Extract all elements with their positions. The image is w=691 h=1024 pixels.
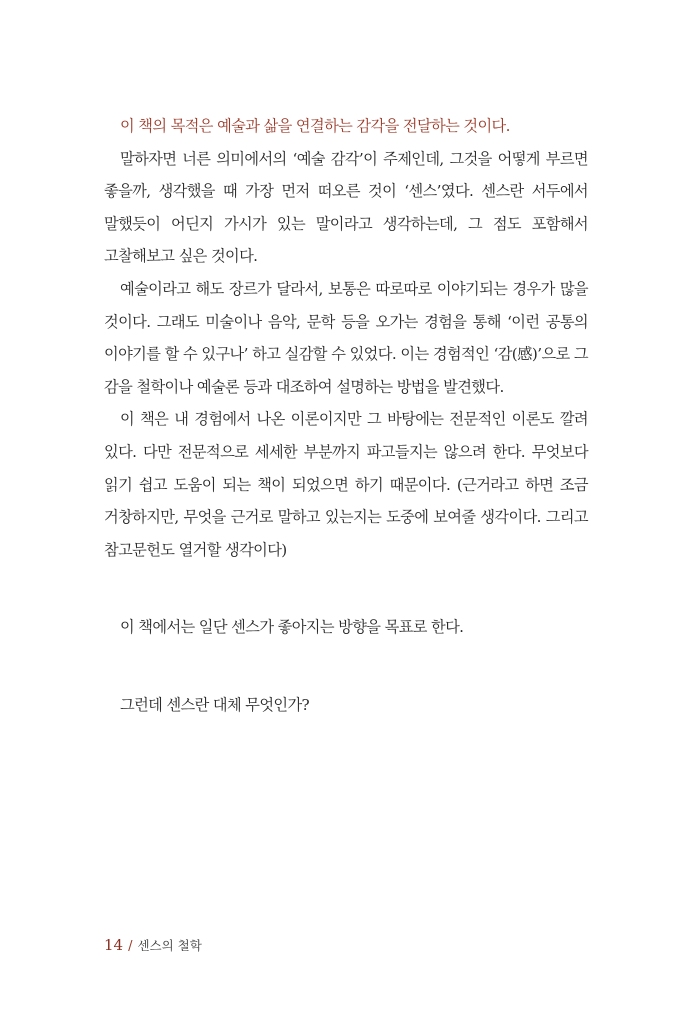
paragraph: 이 책은 내 경험에서 나온 이론이지만 그 바탕에는 전문적인 이론도 깔려 있다. 다만 전문적으로 세세한 부분까지 파고들지는 않으려 한다. 무엇보다 읽기 쉽고 도움이 되는 책이 되었으면 하기 때문이다. (근거라고 하면 조금 거창하지만, 무엇을 근거로 말하고 있는지는 도중에 보여줄 생각이다. 그리고 참고문헌도 열거할 생각이다) [104,410,588,559]
paragraph: 이 책에서는 일단 센스가 좋아지는 방향을 목표로 한다. [120,618,464,637]
page-number: 14 [104,936,124,954]
paragraph-spacer [104,644,588,689]
footer-separator: / [128,939,133,954]
paragraph: 그런데 센스란 대체 무엇인가? [120,695,310,714]
paragraph: 예술이라고 해도 장르가 달라서, 보통은 따로따로 이야기되는 경우가 많을 것이다. 그래도 미술이나 음악, 문학 등을 오가는 경험을 통해 ‘이런 공통의 이야기를 할 수 있구나’ 하고 실감할 수 있었다. 이는 경험적인 ‘감(感)’으로 그 감을 철학이나 예술론 등과 대조하여 설명하는 방법을 발견했다. [104,279,588,396]
book-title: 센스의 철학 [137,938,202,953]
body-text [104,110,588,722]
page-footer [104,936,202,954]
paragraph: 말하자면 너른 의미에서의 ‘예술 감각’이 주제인데, 그것을 어떻게 부르면 좋을까, 생각했을 때 가장 먼저 떠오른 것이 ‘센스’였다. 센스란 서두에서 말했듯이 어딘지 가시가 있는 말이라고 생각하는데, 그 점도 포함해서 고찰해보고 싶은 것이다. [104,149,588,266]
purpose-statement: 이 책의 목적은 예술과 삶을 연결하는 감각을 전달하는 것이다. [120,117,510,135]
paragraph-spacer [104,566,588,611]
